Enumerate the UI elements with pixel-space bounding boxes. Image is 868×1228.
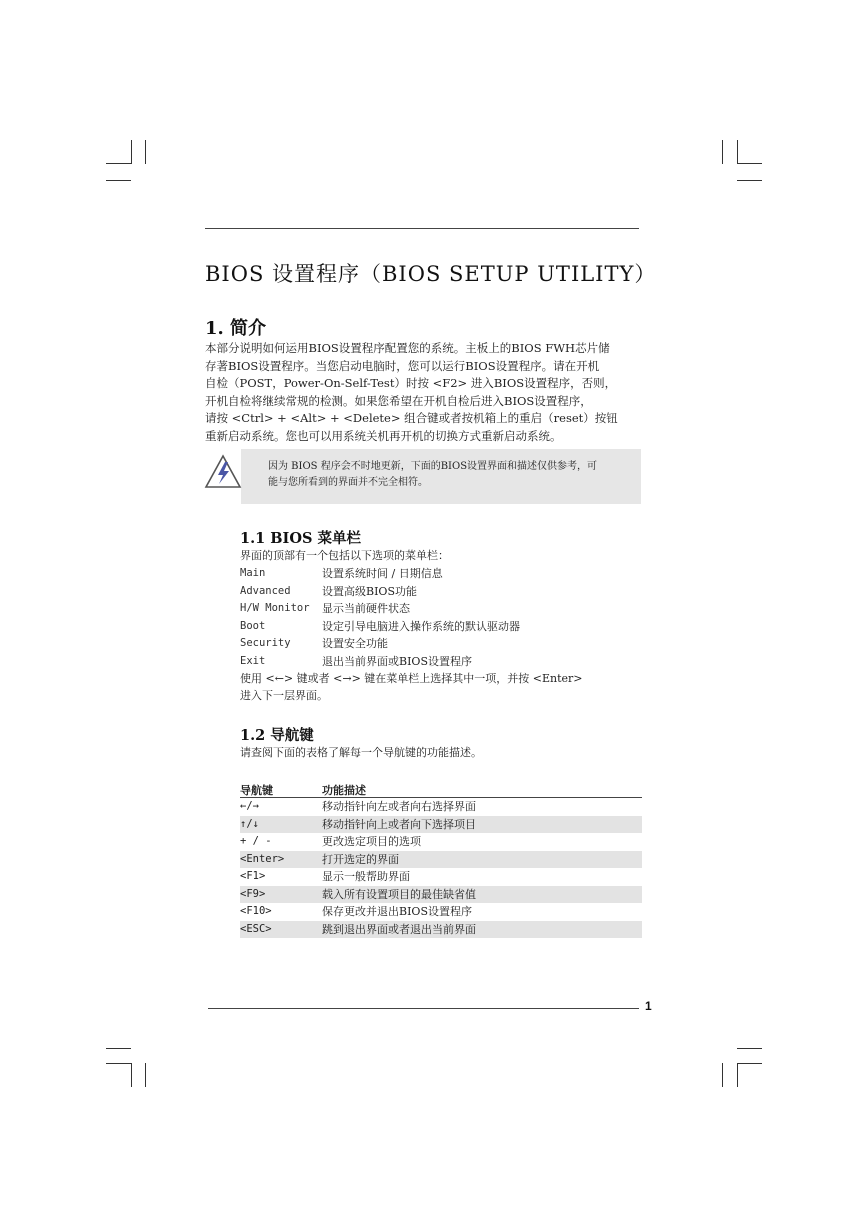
crop-mark: [106, 1048, 131, 1049]
table-header: [240, 782, 642, 797]
crop-mark: [737, 180, 762, 181]
list-item: Main 设置系统时间 / 日期信息: [240, 567, 443, 580]
table-row: <ESC> 跳到退出界面或者退出当前界面: [240, 921, 642, 939]
body-line: 存著BIOS设置程序。当您启动电脑时，您可以运行BIOS设置程序。请在开机: [205, 358, 600, 373]
section-1-1-intro: 界面的顶部有一个包括以下选项的菜单栏：: [240, 549, 449, 562]
crop-mark: [145, 140, 146, 164]
table-row: <F1> 显示一般帮助界面: [240, 870, 410, 883]
crop-mark: [106, 180, 131, 181]
crop-mark: [106, 1063, 131, 1064]
list-item: Security 设置安全功能: [240, 637, 388, 650]
body-line: 请按 <Ctrl> + <Alt> + <Delete> 组合键或者按机箱上的重启（reset）按钮: [205, 411, 618, 426]
menu-bar-list: [240, 565, 642, 670]
crop-mark: [737, 1063, 762, 1064]
nav-keys-table: [240, 798, 642, 938]
section-1-2-heading: 1.2 导航键: [240, 727, 314, 744]
column-header-desc: 功能描述: [322, 784, 366, 797]
list-item: Advanced 设置高级BIOS功能: [240, 584, 417, 598]
table-row: <F10> 保存更改并退出BIOS设置程序: [240, 905, 472, 918]
table-row: <F9> 载入所有设置项目的最佳缺省值: [240, 886, 642, 904]
bottom-rule: [208, 1008, 639, 1009]
section-1-body: [205, 340, 643, 446]
top-rule: [205, 228, 639, 229]
table-row: ↑/↓ 移动指针向上或者向下选择项目: [240, 816, 642, 834]
page-number: 1: [645, 999, 652, 1013]
body-line: 本部分说明如何运用BIOS设置程序配置您的系统。主板上的BIOS FWH芯片储: [205, 341, 610, 355]
body-line: 开机自检将继续常规的检测。如果您希望在开机自检后进入BIOS设置程序，: [205, 393, 592, 408]
crop-mark: [145, 1063, 146, 1087]
usage-line: 进入下一层界面。: [240, 689, 328, 702]
page-title: BIOS 设置程序（BIOS SETUP UTILITY）: [205, 262, 657, 286]
crop-mark: [106, 163, 131, 164]
body-line: 自检（POST，Power-On-Self-Test）时按 <F2> 进入BIOS设置程序，否则，: [205, 376, 617, 391]
body-line: 重新启动系统。您也可以用系统关机再开机的切换方式重新启动系统。: [205, 428, 562, 443]
note-line: 能与您所看到的界面并不完全相符。: [268, 477, 428, 488]
section-1-1-heading: 1.1 BIOS 菜单栏: [240, 530, 361, 547]
crop-mark: [722, 140, 723, 164]
table-row: + / - 更改选定项目的选项: [240, 835, 421, 848]
crop-mark: [737, 140, 738, 164]
table-row: ←/→ 移动指针向左或者向右选择界面: [240, 800, 476, 813]
crop-mark: [722, 1063, 723, 1087]
crop-mark: [737, 1063, 738, 1087]
list-item: Exit 退出当前界面或BIOS设置程序: [240, 654, 472, 668]
crop-mark: [131, 1063, 132, 1087]
note-text: [268, 459, 636, 491]
section-1-2-intro: 请查阅下面的表格了解每一个导航键的功能描述。: [240, 746, 482, 759]
usage-line: 使用 <←> 键或者 <→> 键在菜单栏上选择其中一项，并按 <Enter>: [240, 672, 583, 685]
column-header-key: 导航键: [240, 784, 273, 797]
caution-icon: [203, 452, 243, 492]
table-row: <Enter> 打开选定的界面: [240, 851, 642, 869]
note-line: 因为 BIOS 程序会不时地更新，下面的BIOS设置界面和描述仅供参考，可: [268, 461, 598, 472]
list-item: H/W Monitor 显示当前硬件状态: [240, 602, 410, 615]
crop-mark: [737, 163, 762, 164]
section-1-heading: 1. 简介: [205, 318, 267, 339]
list-item: Boot 设定引导电脑进入操作系统的默认驱动器: [240, 619, 520, 633]
crop-mark: [737, 1048, 762, 1049]
crop-mark: [131, 140, 132, 164]
